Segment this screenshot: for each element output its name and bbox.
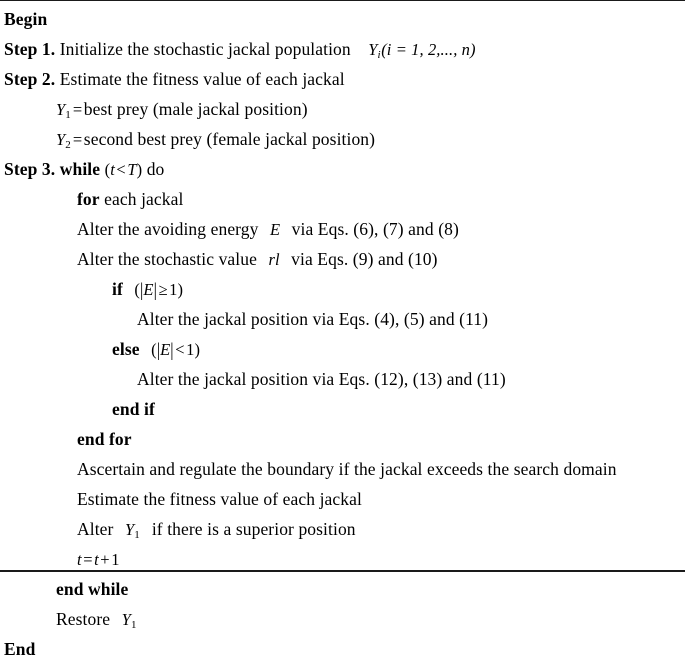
math-sub-1: 1 xyxy=(65,109,71,122)
bottom-rule xyxy=(0,570,685,572)
keyword-while: while xyxy=(59,159,101,179)
line-alter-best xyxy=(4,514,681,544)
step-2-label: Step 2. xyxy=(4,69,56,89)
step-1-label: Step 1. xyxy=(4,39,56,59)
line-assign-y1 xyxy=(4,94,681,124)
line-assign-y2 xyxy=(4,124,681,154)
alter-stochastic-refs: via Eqs. (9) and (10) xyxy=(291,249,438,269)
else-body-text: Alter the jackal position via Eqs. (12), (13) and (11) xyxy=(137,369,506,389)
line-alter-stochastic xyxy=(4,244,681,274)
math-var-Y1: Y xyxy=(121,610,131,629)
y2-description: second best prey (female jackal position) xyxy=(83,129,376,149)
y1-description: best prey (male jackal position) xyxy=(83,99,308,119)
else-condition xyxy=(151,340,200,359)
alter-best-math xyxy=(124,520,140,542)
math-var-Y1: Y xyxy=(124,520,135,539)
y1-math xyxy=(56,100,84,122)
math-sub-1: 1 xyxy=(130,619,137,632)
line-restore xyxy=(4,604,681,634)
keyword-end-for: end for xyxy=(77,429,132,449)
math-var-t2: t xyxy=(94,550,99,569)
while-condition xyxy=(105,160,143,179)
math-var-rl: rl xyxy=(268,250,280,269)
line-if-body xyxy=(4,304,681,334)
line-alter-energy xyxy=(4,214,681,244)
math-equals: = xyxy=(72,130,83,149)
line-end-for xyxy=(4,424,681,454)
alter-energy-text: Alter the avoiding energy xyxy=(77,219,259,239)
line-estimate-fitness xyxy=(4,484,681,514)
math-var-T: T xyxy=(127,160,137,179)
for-text: each jackal xyxy=(104,189,184,209)
pseudocode-lines xyxy=(4,4,681,664)
step-2-text: Estimate the fitness value of each jackal xyxy=(59,69,345,89)
math-var-t: t xyxy=(77,550,82,569)
alter-best-rest: if there is a superior position xyxy=(151,519,356,539)
math-var-Y: Y xyxy=(368,40,378,59)
paren-open: ( xyxy=(134,280,140,299)
keyword-end: End xyxy=(4,639,36,659)
math-value-1: 1 xyxy=(186,340,195,359)
math-var-E: E xyxy=(160,340,171,359)
line-end xyxy=(4,634,681,664)
math-expr-range: (i = 1, 2,..., n) xyxy=(381,40,476,59)
math-value-1: 1 xyxy=(111,550,120,569)
math-sub-i: i xyxy=(377,49,381,62)
math-plus: + xyxy=(100,550,110,569)
keyword-else: else xyxy=(112,339,140,359)
step-1-text: Initialize the stochastic jackal population xyxy=(59,39,351,59)
paren-close: ) xyxy=(136,160,143,179)
line-else-body xyxy=(4,364,681,394)
line-else xyxy=(4,334,681,364)
alter-stochastic-text: Alter the stochastic value xyxy=(77,249,257,269)
keyword-begin: Begin xyxy=(4,9,48,29)
paren-close: ) xyxy=(194,340,201,359)
abs-bar-left: | xyxy=(139,278,144,301)
line-step-1 xyxy=(4,34,681,64)
line-step-2 xyxy=(4,64,681,94)
line-ascertain-boundary xyxy=(4,454,681,484)
keyword-for: for xyxy=(77,189,100,209)
math-var-Y1: Y xyxy=(56,100,66,119)
ascertain-text: Ascertain and regulate the boundary if the jackal exceeds the search domain xyxy=(77,459,617,479)
math-sub-2: 2 xyxy=(65,139,71,152)
math-var-Y2: Y xyxy=(56,130,66,149)
math-equals: = xyxy=(83,550,93,569)
math-var-E: E xyxy=(269,220,281,239)
math-value-1: 1 xyxy=(169,280,178,299)
math-less-than: < xyxy=(175,340,185,359)
step-3-label: Step 3. xyxy=(4,159,56,179)
line-step-3-while xyxy=(4,154,681,184)
abs-bar-right: | xyxy=(153,278,157,301)
if-body-text: Alter the jackal position via Eqs. (4), (5) and (11) xyxy=(137,309,489,329)
line-if xyxy=(4,274,681,304)
if-condition xyxy=(134,280,183,299)
step-1-math xyxy=(368,40,476,62)
paren-open: ( xyxy=(151,340,157,359)
line-begin xyxy=(4,4,681,34)
keyword-do: do xyxy=(146,159,165,179)
keyword-end-while: end while xyxy=(56,579,129,599)
estimate-fitness-text: Estimate the fitness value of each jackal xyxy=(77,489,362,509)
increment-math xyxy=(77,550,120,569)
keyword-end-if: end if xyxy=(112,399,155,419)
top-rule xyxy=(0,0,685,1)
y2-math xyxy=(56,130,84,152)
restore-text: Restore xyxy=(56,609,111,629)
keyword-if: if xyxy=(112,279,123,299)
alter-best-text: Alter xyxy=(77,519,114,539)
line-end-if xyxy=(4,394,681,424)
math-var-t: t xyxy=(110,160,115,179)
abs-bar-right: | xyxy=(170,338,174,361)
alter-energy-refs: via Eqs. (6), (7) and (8) xyxy=(291,219,459,239)
restore-math xyxy=(121,610,137,632)
abs-bar-left: | xyxy=(156,338,161,361)
math-var-E: E xyxy=(143,280,154,299)
math-equals: = xyxy=(72,100,83,119)
math-sub-1: 1 xyxy=(134,529,140,542)
math-greater-equal: ≥ xyxy=(158,280,168,299)
paren-open: ( xyxy=(104,160,111,179)
math-less-than: < xyxy=(116,160,126,179)
line-for xyxy=(4,184,681,214)
paren-close: ) xyxy=(177,280,184,299)
